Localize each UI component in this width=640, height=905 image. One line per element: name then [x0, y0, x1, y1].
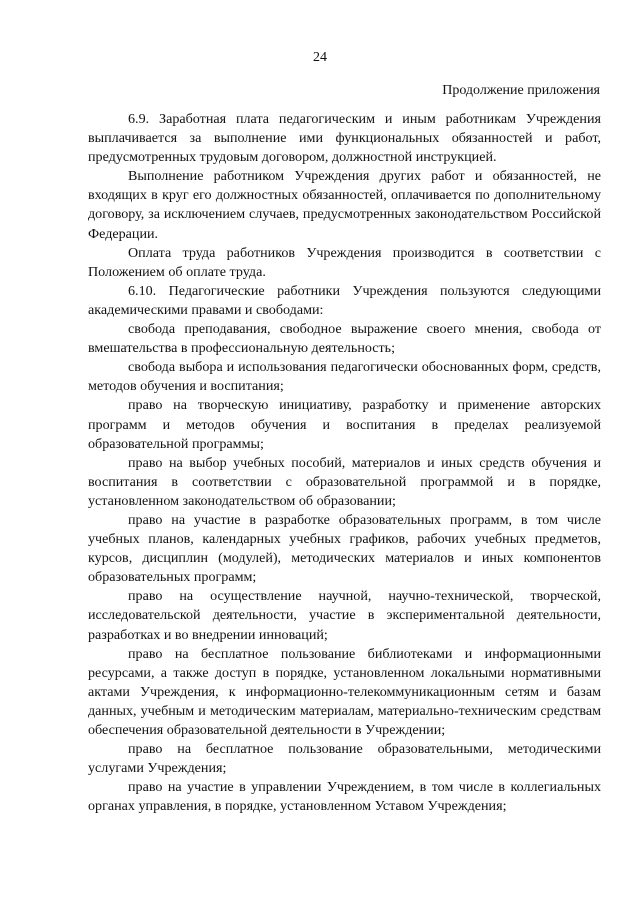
- paragraph-payment-regulation: Оплата труда работников Учреждения производится в соответствии с Положением об оплате труда.: [88, 244, 601, 280]
- paragraph-methodical-services: право на бесплатное пользование образовательными, методическими услугами Учреждения;: [88, 741, 601, 777]
- appendix-continuation-note: Продолжение приложения: [442, 83, 600, 98]
- document-body: [88, 110, 601, 816]
- paragraph-library-access: право на бесплатное пользование библиотеками и информационными ресурсами, а также доступ в порядке, установленном локальными нормативными актами Учреждения, к информационно-телекоммуникационным сетям и базам данных, учебным и методическим материалам, материально-техническим средствам обеспечения образовательной деятельности в Учреждении;: [88, 645, 601, 738]
- paragraph-6-9: 6.9. Заработная плата педагогическим и иным работникам Учреждения выплачивается за выполнение ими функциональных обязанностей и работ, предусмотренных трудовым договором, должностной инструкцией.: [88, 111, 601, 166]
- paragraph-teaching-materials: право на выбор учебных пособий, материалов и иных средств обучения и воспитания в соответствии с образовательной программой и в порядке, установленном законодательством об образовании;: [88, 454, 601, 509]
- paragraph-management-participation: право на участие в управлении Учреждением, в том числе в коллегиальных органах управления, в порядке, установленном Уставом Учреждения;: [88, 779, 601, 815]
- page-number: 24: [313, 50, 327, 65]
- paragraph-other-duties: Выполнение работником Учреждения других работ и обязанностей, не входящих в круг его должностных обязанностей, оплачивается по дополнительному договору, за исключением случаев, предусмотренных законодательством Российской Федерации.: [88, 168, 601, 242]
- paragraph-freedom-choice: свобода выбора и использования педагогически обоснованных форм, средств, методов обучения и воспитания;: [88, 359, 601, 395]
- paragraph-creative-initiative: право на творческую инициативу, разработку и применение авторских программ и методов обучения и воспитания в пределах реализуемой образовательной программы;: [88, 397, 601, 452]
- paragraph-freedom-teaching: свобода преподавания, свободное выражение своего мнения, свобода от вмешательства в профессиональную деятельность;: [88, 321, 601, 357]
- paragraph-research-activity: право на осуществление научной, научно-технической, творческой, исследовательской деятельности, участие в экспериментальной деятельности, разработках и во внедрении инноваций;: [88, 588, 601, 643]
- paragraph-program-development: право на участие в разработке образовательных программ, в том числе учебных планов, календарных учебных графиков, рабочих учебных предметов, курсов, дисциплин (модулей), методических материалов и иных компонентов образовательных программ;: [88, 511, 601, 586]
- paragraph-6-10: 6.10. Педагогические работники Учреждения пользуются следующими академическими правами и свободами:: [88, 282, 601, 318]
